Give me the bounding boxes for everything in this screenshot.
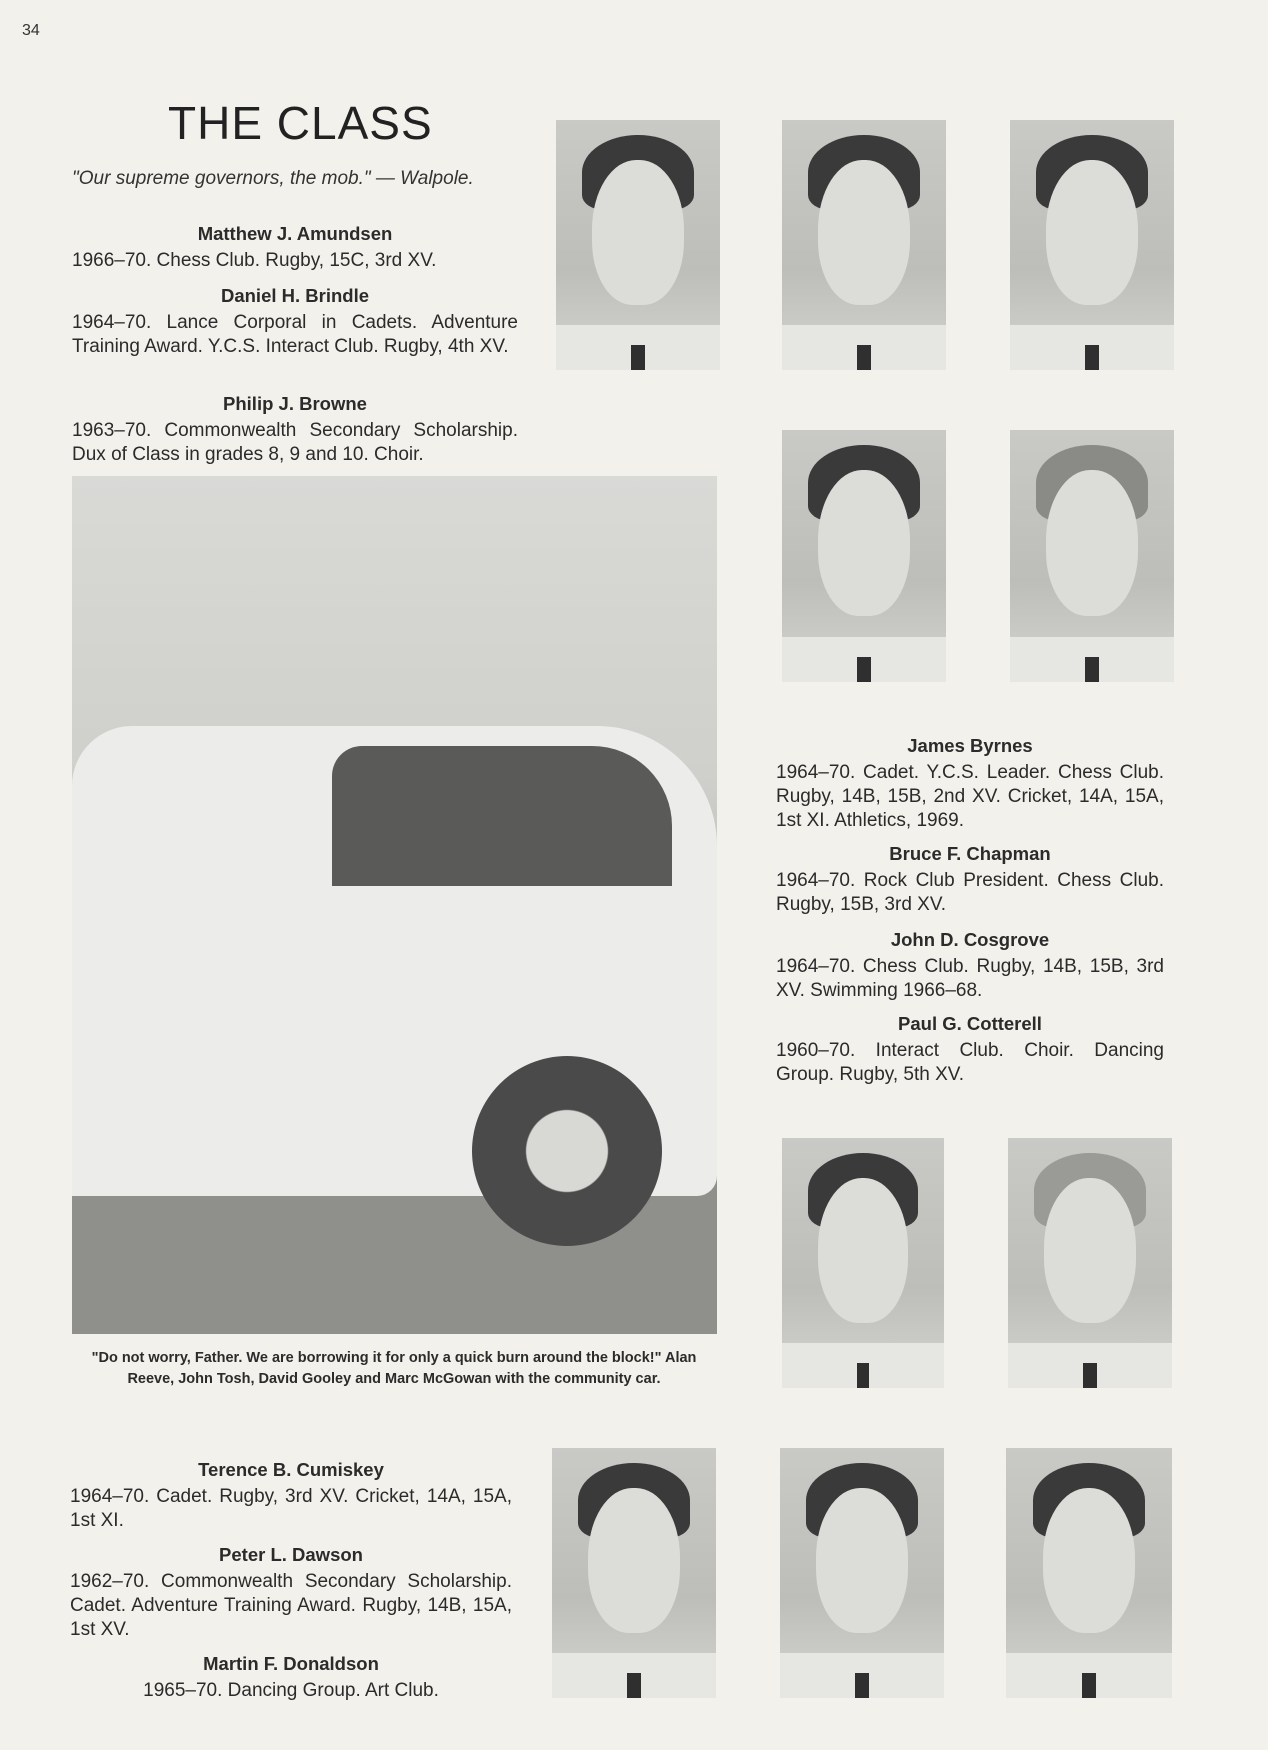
epigraph: "Our supreme governors, the mob." — Walpole. bbox=[72, 168, 474, 189]
photo-caption: "Do not worry, Father. We are borrowing it for only a quick burn around the block!" Alan Reeve, John Tosh, David Gooley and Marc McGowan with the community car. bbox=[91, 1350, 697, 1387]
entry-name: Philip J. Browne bbox=[223, 393, 367, 414]
entry-name: Paul G. Cotterell bbox=[898, 1013, 1042, 1034]
portrait-photo bbox=[780, 1448, 944, 1698]
portrait-photo bbox=[782, 1138, 944, 1388]
entry-name: Matthew J. Amundsen bbox=[197, 223, 393, 244]
portrait-photo bbox=[556, 120, 720, 370]
entry-amundsen bbox=[72, 222, 518, 273]
entry-description: 1964–70. Lance Corporal in Cadets. Adventure Training Award. Y.C.S. Interact Club. Rugby, 4th XV. bbox=[72, 312, 518, 357]
entry-description: 1964–70. Rock Club President. Chess Club. Rugby, 15B, 3rd XV. bbox=[776, 870, 1164, 915]
entry-name: Peter L. Dawson bbox=[219, 1544, 363, 1565]
entry-name: James Byrnes bbox=[907, 735, 1033, 756]
entry-cosgrove bbox=[776, 928, 1164, 1003]
page-title: THE CLASS bbox=[168, 97, 433, 149]
portrait-photo bbox=[1006, 1448, 1172, 1698]
group-photo bbox=[72, 476, 717, 1334]
entry-description: 1966–70. Chess Club. Rugby, 15C, 3rd XV. bbox=[72, 250, 437, 271]
entry-description: 1963–70. Commonwealth Secondary Scholarship. Dux of Class in grades 8, 9 and 10. Choir. bbox=[72, 420, 518, 465]
entry-donaldson bbox=[70, 1652, 512, 1703]
portrait-photo bbox=[782, 120, 946, 370]
entry-name: Martin F. Donaldson bbox=[203, 1653, 379, 1674]
entry-cotterell bbox=[776, 1012, 1164, 1087]
entry-browne bbox=[72, 392, 518, 467]
entry-name: John D. Cosgrove bbox=[890, 929, 1050, 950]
portrait-photo bbox=[552, 1448, 716, 1698]
entry-description: 1960–70. Interact Club. Choir. Dancing Group. Rugby, 5th XV. bbox=[776, 1040, 1164, 1085]
page-number: 34 bbox=[22, 22, 40, 39]
entry-name: Bruce F. Chapman bbox=[889, 843, 1051, 864]
portrait-photo bbox=[1010, 430, 1174, 682]
entry-byrnes bbox=[776, 734, 1164, 833]
entry-description: 1962–70. Commonwealth Secondary Scholarship. Cadet. Adventure Training Award. Rugby, 14B, 15A, 1st XV. bbox=[70, 1571, 512, 1640]
entry-description: 1964–70. Chess Club. Rugby, 14B, 15B, 3rd XV. Swimming 1966–68. bbox=[776, 956, 1164, 1001]
portrait-photo bbox=[782, 430, 946, 682]
entry-description: 1964–70. Cadet. Rugby, 3rd XV. Cricket, 14A, 15A, 1st XI. bbox=[70, 1486, 512, 1531]
portrait-photo bbox=[1008, 1138, 1172, 1388]
entry-chapman bbox=[776, 842, 1164, 917]
entry-dawson bbox=[70, 1543, 512, 1642]
entry-description: 1965–70. Dancing Group. Art Club. bbox=[143, 1680, 439, 1701]
entry-brindle bbox=[72, 284, 518, 359]
entry-description: 1964–70. Cadet. Y.C.S. Leader. Chess Club. Rugby, 14B, 15B, 2nd XV. Cricket, 14A, 15A, 1st XI. Athletics, 1969. bbox=[776, 762, 1164, 831]
entry-name: Daniel H. Brindle bbox=[220, 285, 370, 306]
entry-name: Terence B. Cumiskey bbox=[198, 1459, 384, 1480]
portrait-photo bbox=[1010, 120, 1174, 370]
entry-cumiskey bbox=[70, 1458, 512, 1533]
